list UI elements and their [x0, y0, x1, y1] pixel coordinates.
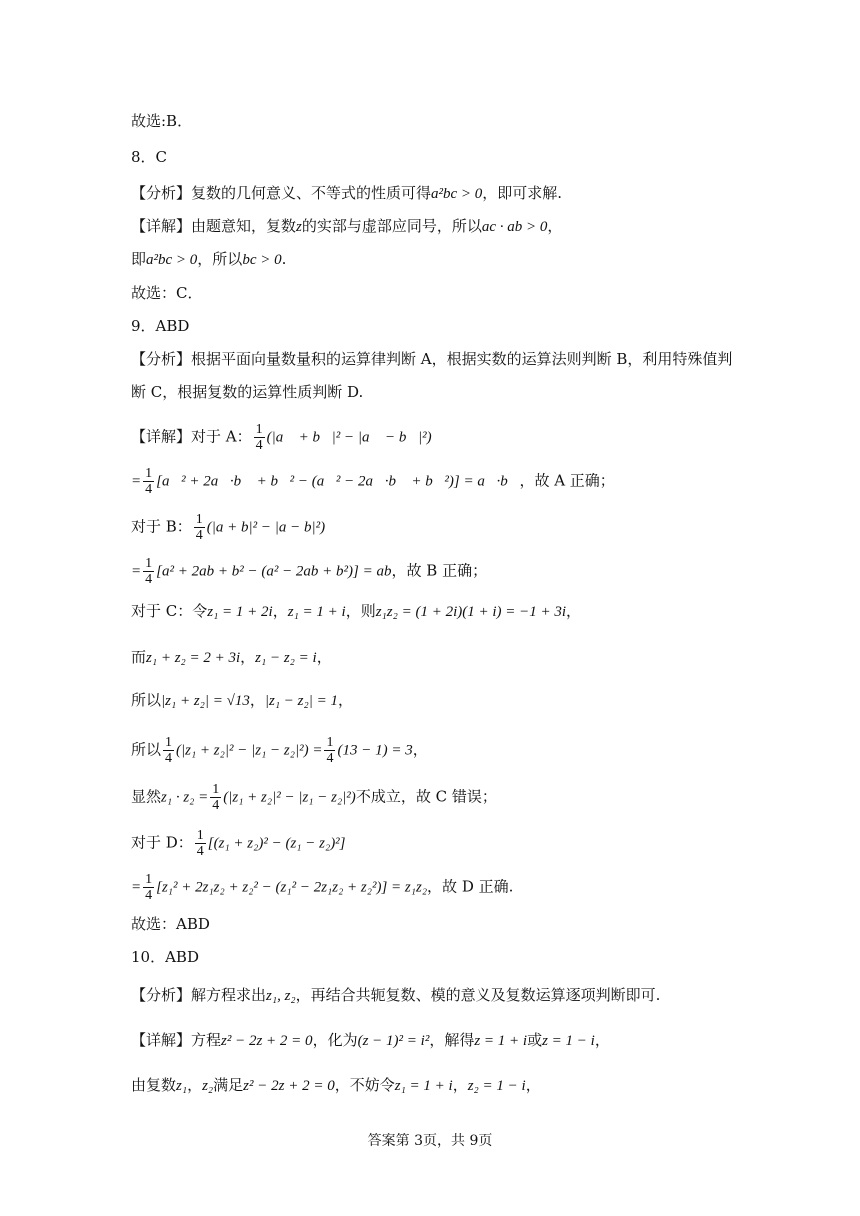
- detail-line: [131, 782, 497, 813]
- punct: ，: [525, 1076, 541, 1094]
- analysis-line: [131, 183, 562, 204]
- fraction-denominator: 4: [145, 888, 153, 903]
- punct: ，: [412, 740, 428, 759]
- analysis-text: 【分析】根据平面向量数量积的运算律判断 A，根据实数的运算法则判断 B，利用特殊值判: [131, 350, 733, 368]
- analysis-line: [131, 382, 363, 402]
- detail-line: [131, 690, 353, 711]
- analysis-text: 【分析】复数的几何意义、不等式的性质可得: [131, 184, 432, 202]
- punct: ，: [316, 648, 332, 666]
- fraction-denominator: 4: [145, 572, 153, 587]
- text-line: [131, 111, 192, 131]
- analysis-line: [131, 985, 660, 1006]
- detail-text: 【详解】方程: [131, 1031, 222, 1049]
- fraction-numerator: 1: [255, 422, 263, 437]
- detail-line: [131, 1030, 610, 1051]
- fraction: [143, 466, 154, 497]
- detail-text: ，解得: [429, 1031, 475, 1049]
- conclusion-text: 故选：ABD: [131, 915, 210, 933]
- detail-text: ，所以: [197, 250, 243, 268]
- math-expr: z₁ = 1 + 2i: [207, 604, 273, 620]
- detail-text: ，则: [345, 602, 376, 620]
- punct: ，: [566, 602, 582, 620]
- detail-text: 所以: [131, 740, 162, 759]
- fraction: [254, 422, 265, 453]
- detail-text: ，故 B 正确；: [391, 561, 488, 580]
- math-expr: z₁ = 1 + i: [287, 604, 346, 620]
- fraction: [163, 735, 174, 766]
- detail-text: 即: [131, 250, 147, 268]
- fraction: [143, 872, 154, 903]
- math-expr: z₁ + z₂ = 2 + 3i: [146, 650, 241, 666]
- math-expr: z₁ · z₂ =: [161, 789, 209, 806]
- answer-label: 8．C: [131, 148, 168, 166]
- math-expr: [a² + 2ab + b² − (a² − 2ab + b²)] = ab: [156, 563, 392, 580]
- math-expr: =: [131, 879, 142, 896]
- detail-text: ，故 A 正确；: [519, 471, 615, 490]
- fraction-denominator: 4: [255, 438, 263, 453]
- detail-text: 而: [131, 648, 147, 666]
- math-expr: (|a⃗ + b⃗|² − |a⃗ − b⃗|²): [266, 429, 432, 446]
- detail-line: [131, 735, 428, 766]
- math-expr: (|z₁ + z₂|² − |z₁ − z₂|²): [223, 789, 356, 806]
- answer-label: 9．ABD: [131, 317, 190, 335]
- question-number: [131, 947, 199, 967]
- punct: .: [281, 250, 287, 268]
- punct: ，: [337, 691, 353, 709]
- detail-text: ，不妨令: [334, 1076, 395, 1094]
- math-expr: z₂ = 1 − i: [467, 1078, 526, 1094]
- detail-line: [131, 422, 432, 453]
- detail-line: [131, 872, 513, 903]
- math-expr: z₁ − z₂ = i: [255, 650, 317, 666]
- fraction-denominator: 4: [145, 482, 153, 497]
- fraction-numerator: 1: [145, 872, 153, 887]
- conclusion-text: 故选:B．: [131, 112, 193, 130]
- conclusion-text: 故选：C．: [131, 284, 203, 302]
- detail-text: 不成立，故 C 错误；: [355, 787, 497, 806]
- fraction-numerator: 1: [145, 556, 153, 571]
- detail-text: 或: [527, 1031, 543, 1049]
- detail-line: [131, 466, 615, 497]
- analysis-line: [131, 349, 732, 369]
- math-expr: bc > 0: [242, 252, 282, 268]
- analysis-text: 断 C，根据复数的运算性质判断 D.: [131, 383, 364, 401]
- detail-text: ，故 D 正确.: [427, 877, 514, 896]
- page-footer: 答案第 3页，共 9页: [367, 1133, 493, 1149]
- math-expr: [(z₁ + z₂)² − (z₁ − z₂)²]: [207, 835, 346, 852]
- detail-line: [131, 1075, 541, 1096]
- fraction: [210, 782, 221, 813]
- fraction-numerator: 1: [196, 828, 204, 843]
- math-expr: |z₁ − z₂| = 1: [264, 693, 338, 709]
- punct: ，: [452, 1076, 468, 1094]
- math-expr: z = 1 + i: [474, 1033, 528, 1049]
- fraction-numerator: 1: [212, 782, 220, 797]
- detail-line: [131, 249, 286, 270]
- math-expr: z² − 2z + 2 = 0: [221, 1033, 313, 1049]
- analysis-text: ，即可求解.: [482, 184, 563, 202]
- analysis-text: 【分析】解方程求出: [131, 986, 267, 1004]
- punct: ，: [594, 1031, 610, 1049]
- math-expr: =: [131, 473, 142, 490]
- detail-text: 由复数: [131, 1076, 177, 1094]
- math-expr: a²bc > 0: [431, 186, 483, 202]
- math-expr: z₂: [202, 1078, 214, 1094]
- detail-text: 对于 C：令: [131, 602, 208, 620]
- math-expr: ac · ab > 0: [481, 219, 548, 235]
- question-number: [131, 147, 167, 167]
- math-expr: (z − 1)² = i²: [357, 1033, 430, 1049]
- analysis-text: ，再结合共轭复数、模的意义及复数运算逐项判断即可.: [295, 986, 661, 1004]
- fraction-numerator: 1: [195, 512, 203, 527]
- math-expr: |z₁ + z₂| = √13: [161, 693, 250, 709]
- math-expr: z₁z₂ = (1 + 2i)(1 + i) = −1 + 3i: [375, 604, 567, 620]
- fraction: [143, 556, 154, 587]
- detail-text: 对于 B：: [131, 517, 192, 536]
- detail-text: 显然: [131, 787, 162, 806]
- math-expr: [a⃗² + 2a⃗·b⃗ + b⃗² − (a⃗² − 2a⃗·b⃗ + b⃗²)] = a⃗·b⃗: [156, 473, 520, 490]
- fraction-denominator: 4: [195, 528, 203, 543]
- math-expr: (13 − 1) = 3: [337, 742, 413, 759]
- math-expr: (|a + b|² − |a − b|²): [206, 519, 326, 536]
- punct: ，: [240, 648, 256, 666]
- math-expr: a²bc > 0: [146, 252, 198, 268]
- detail-line: [131, 556, 487, 587]
- detail-text: 的实部与虚部应同号，所以: [301, 217, 482, 235]
- math-expr: z₁, z₂: [266, 988, 296, 1004]
- fraction: [324, 735, 335, 766]
- math-expr: z₁: [176, 1078, 188, 1094]
- punct: ，: [272, 602, 288, 620]
- detail-text: 所以: [131, 691, 162, 709]
- math-expr: =: [131, 563, 142, 580]
- math-expr: z² − 2z + 2 = 0: [243, 1078, 335, 1094]
- math-expr: [z₁² + 2z₁z₂ + z₂² − (z₁² − 2z₁z₂ + z₂²)] = z₁z₂: [156, 879, 428, 896]
- text-line: [131, 283, 202, 303]
- detail-text: 满足: [213, 1076, 244, 1094]
- text-line: [131, 914, 210, 934]
- math-expr: z: [296, 219, 302, 235]
- detail-line: [131, 601, 581, 622]
- detail-text: 对于 D：: [131, 833, 193, 852]
- answer-label: 10．ABD: [131, 948, 199, 966]
- fraction: [195, 828, 206, 859]
- punct: ，: [187, 1076, 203, 1094]
- math-expr: z₁ = 1 + i: [394, 1078, 453, 1094]
- punct: ，: [249, 691, 265, 709]
- punct: ，: [547, 217, 563, 235]
- fraction-denominator: 4: [165, 751, 173, 766]
- detail-text: 【详解】对于 A：: [131, 427, 252, 446]
- math-expr: (|z₁ + z₂|² − |z₁ − z₂|²) =: [176, 742, 323, 759]
- fraction-denominator: 4: [326, 751, 334, 766]
- fraction-denominator: 4: [212, 798, 220, 813]
- detail-line: [131, 647, 332, 668]
- detail-line: [131, 216, 562, 237]
- detail-line: [131, 828, 346, 859]
- fraction-numerator: 1: [165, 735, 173, 750]
- fraction-numerator: 1: [145, 466, 153, 481]
- fraction-numerator: 1: [326, 735, 334, 750]
- detail-text: 【详解】由题意知，复数: [131, 217, 297, 235]
- question-number: [131, 316, 189, 336]
- math-expr: z = 1 − i: [542, 1033, 595, 1049]
- detail-text: ，化为: [312, 1031, 358, 1049]
- fraction: [194, 512, 205, 543]
- detail-line: [131, 512, 325, 543]
- fraction-denominator: 4: [196, 844, 204, 859]
